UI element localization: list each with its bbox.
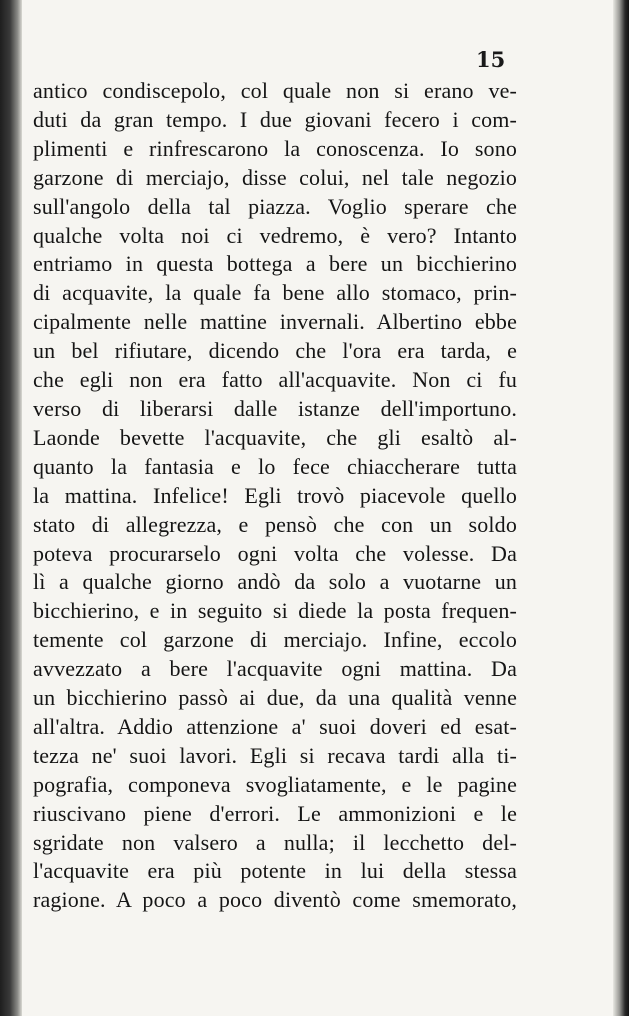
text-line: lì a qualche giorno andò da solo a vuotarne un [33, 569, 517, 595]
text-line: garzone di merciajo, disse colui, nel tale negozio [33, 164, 517, 190]
text-line: l'acquavite era più potente in lui della stessa [33, 858, 517, 884]
text-line: duti da gran tempo. I due giovani fecero i com- [33, 106, 517, 132]
text-line: bicchierino, e in seguito si diede la posta frequen- [33, 598, 517, 624]
text-line: che egli non era fatto all'acquavite. Non ci fu [33, 367, 517, 393]
text-line: qualche volta noi ci vedremo, è vero? Intanto [33, 222, 517, 248]
body-text [33, 77, 517, 915]
text-line: all'altra. Addio attenzione a' suoi doveri ed esat- [33, 713, 517, 739]
text-line: tezza ne' suoi lavori. Egli si recava tardi alla ti- [33, 742, 517, 768]
page-edge-shadow [613, 0, 629, 1016]
page-number: 15 [476, 47, 506, 72]
text-line: ragione. A poco a poco diventò come smemorato, [33, 887, 517, 913]
text-line: avvezzato a bere l'acquavite ogni mattina. Da [33, 656, 517, 682]
text-line: sull'angolo della tal piazza. Voglio sperare che [33, 193, 517, 219]
text-line: di acquavite, la quale fa bene allo stomaco, prin- [33, 280, 517, 306]
text-line: entriamo in questa bottega a bere un bicchierino [33, 251, 517, 277]
text-line: sgridate non valsero a nulla; il lecchetto del- [33, 829, 517, 855]
text-line: pografia, componeva svogliatamente, e le pagine [33, 771, 517, 797]
text-line: un bicchierino passò ai due, da una qualità venne [33, 685, 517, 711]
text-line: temente col garzone di merciajo. Infine, eccolo [33, 627, 517, 653]
text-line: un bel rifiutare, dicendo che l'ora era tarda, e [33, 338, 517, 364]
text-line: cipalmente nelle mattine invernali. Albertino ebbe [33, 309, 517, 335]
text-line: plimenti e rinfrescarono la conoscenza. Io sono [33, 135, 517, 161]
text-line: la mattina. Infelice! Egli trovò piacevole quello [33, 482, 517, 508]
book-spine-shadow [0, 0, 22, 1016]
text-line: antico condiscepolo, col quale non si erano ve- [33, 78, 517, 103]
text-line: riuscivano piene d'errori. Le ammonizioni e le [33, 800, 517, 826]
text-line: quanto la fantasia e lo fece chiaccherare tutta [33, 453, 517, 479]
text-line: verso di liberarsi dalle istanze dell'importuno. [33, 395, 517, 421]
text-line: poteva procurarselo ogni volta che volesse. Da [33, 540, 517, 566]
text-line: stato di allegrezza, e pensò che con un soldo [33, 511, 517, 537]
text-line: Laonde bevette l'acquavite, che gli esaltò al- [33, 424, 517, 450]
